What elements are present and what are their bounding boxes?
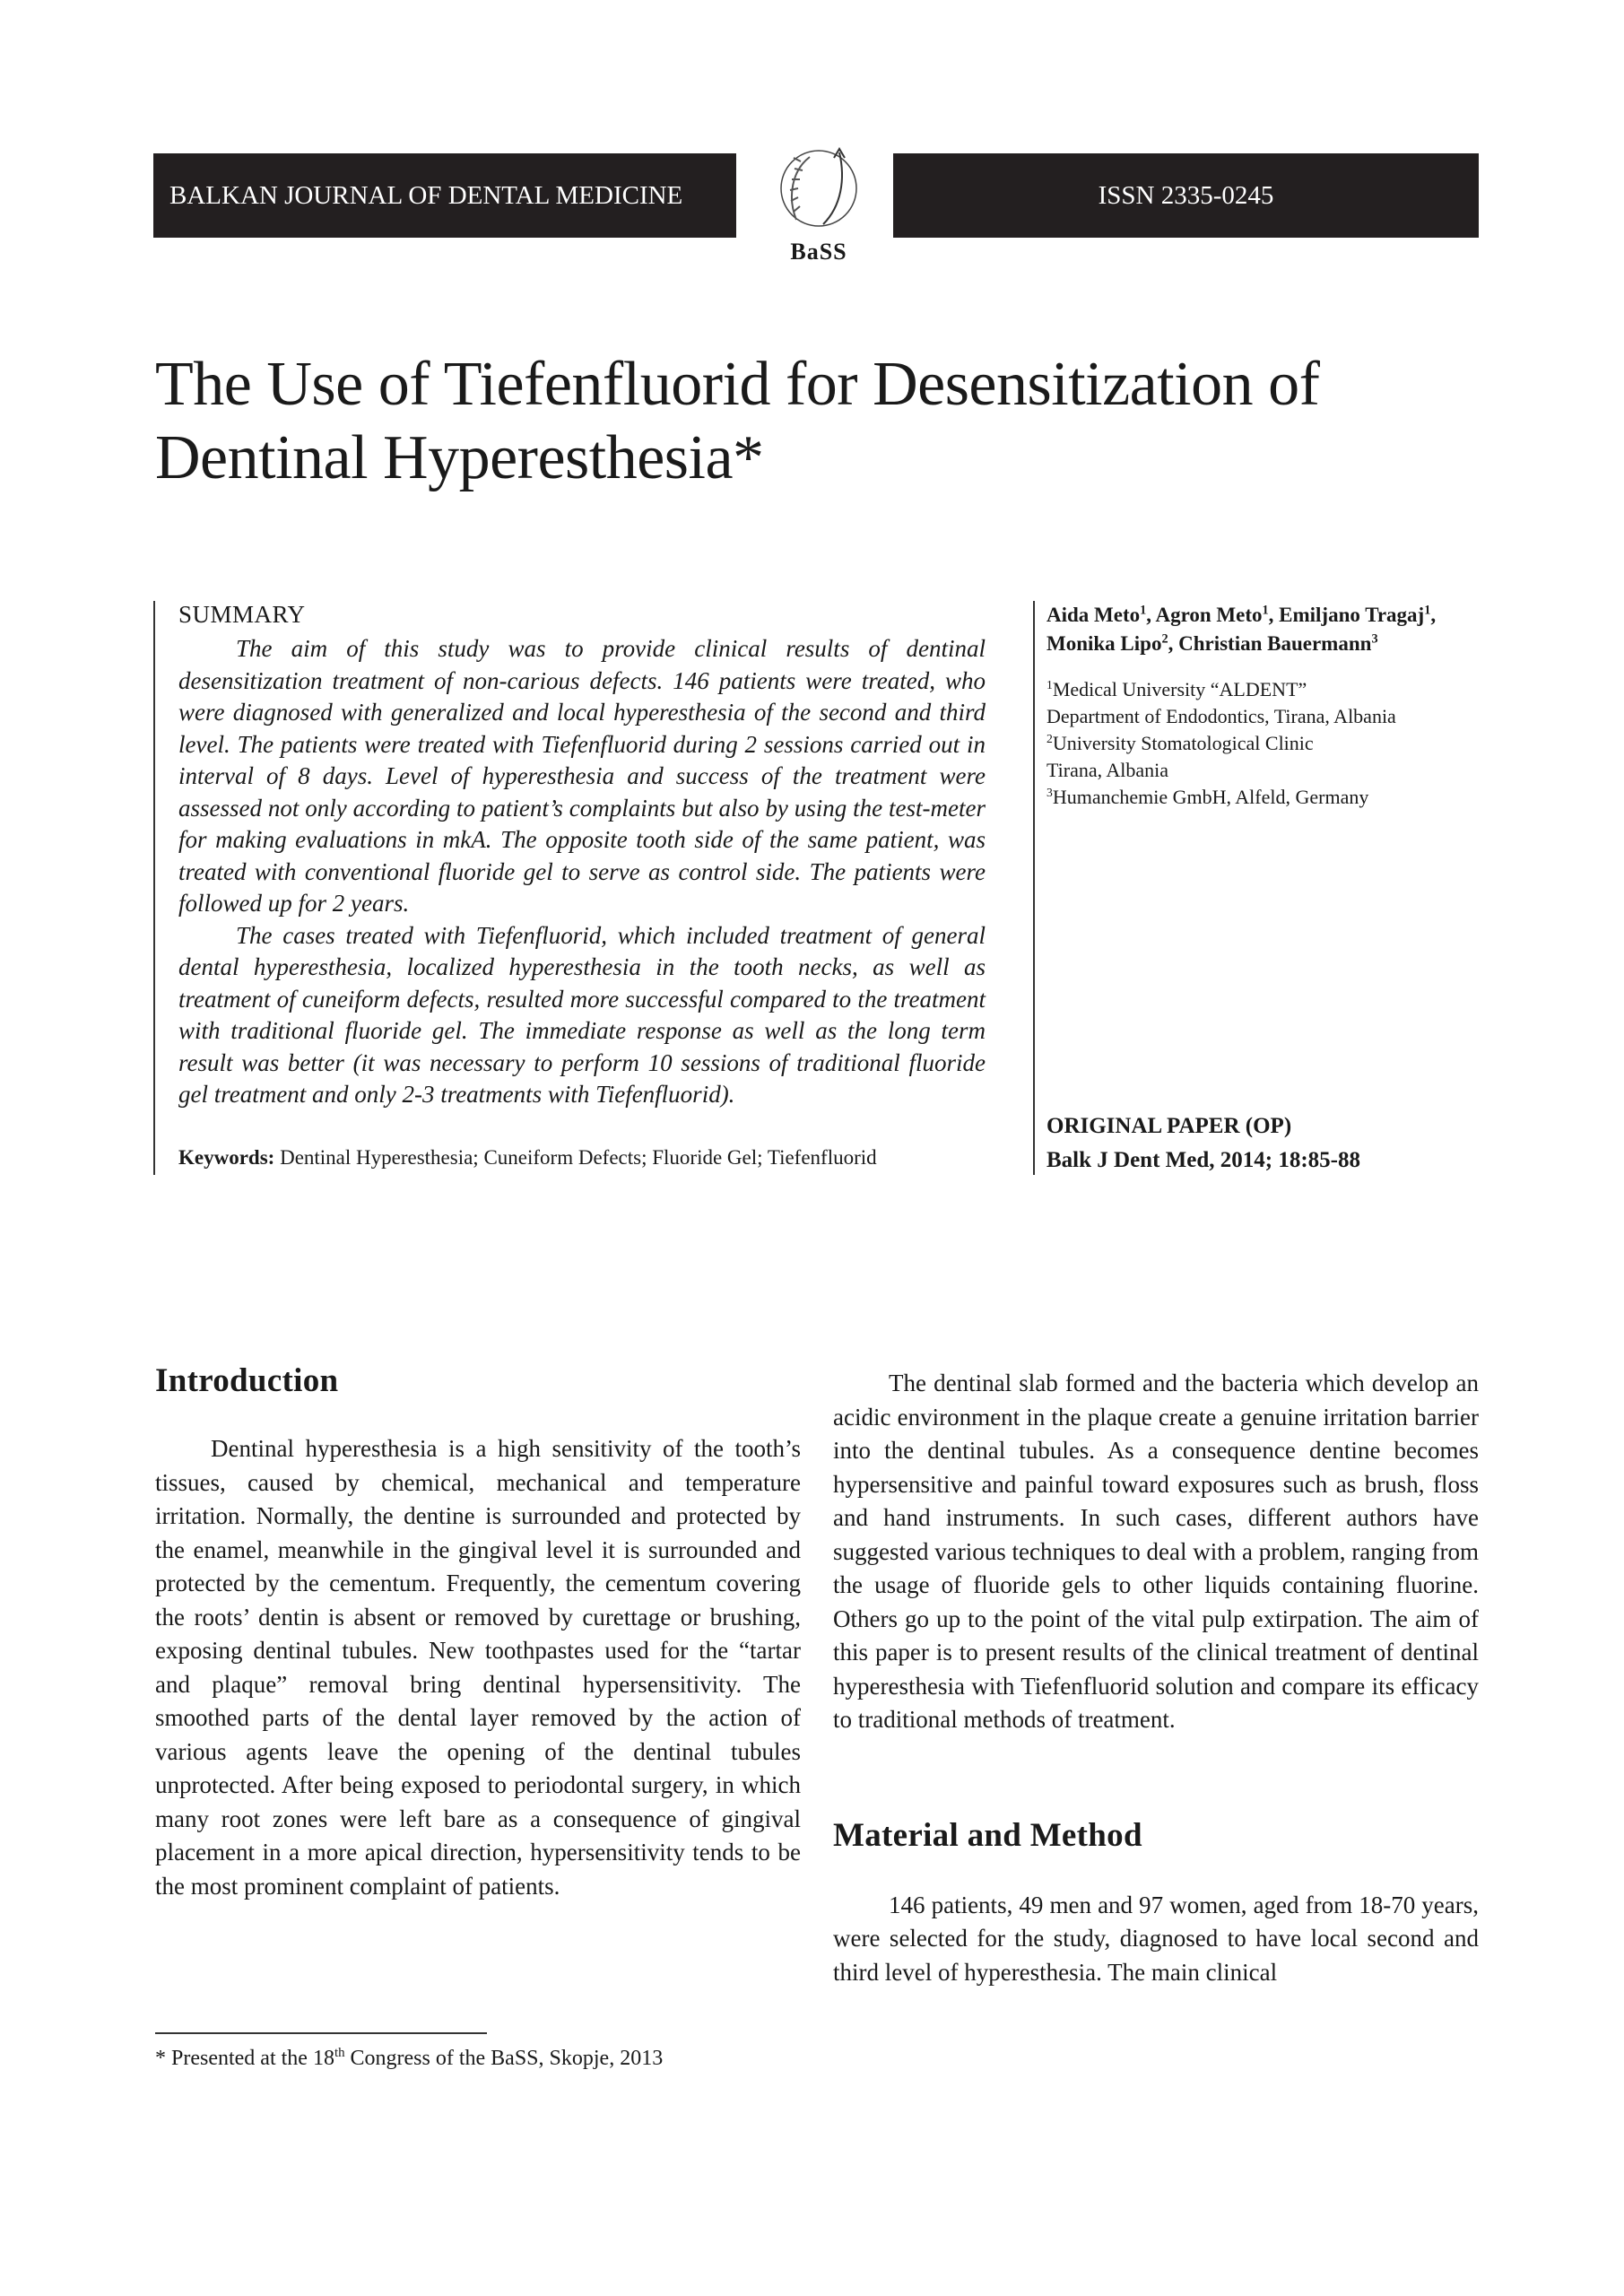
affiliations bbox=[1046, 676, 1477, 811]
author-list bbox=[1046, 601, 1477, 658]
article-title bbox=[155, 348, 1321, 495]
affil-text: Medical University “ALDENT” bbox=[1052, 678, 1307, 700]
author-separator: , bbox=[1268, 604, 1280, 626]
author-separator: , bbox=[1168, 632, 1179, 655]
right-column bbox=[833, 1367, 1479, 1989]
affil-mark: 3 bbox=[1046, 785, 1053, 799]
footnote bbox=[155, 2047, 663, 2071]
journal-name-bar bbox=[153, 153, 736, 238]
summary-heading: SUMMARY bbox=[178, 601, 306, 628]
author-name: Christian Bauermann bbox=[1178, 632, 1372, 655]
footnote-text: Congress of the BaSS, Skopje, 2013 bbox=[344, 2047, 664, 2070]
summary-paragraph: The aim of this study was to provide clinical results of dentinal desensitization treatment of non-carious defects. 146 patients were treated, who were diagnosed with generalized and local hyperesthesia of the second and third level. The patients were treated with Tiefenfluorid during 2 sessions carried out in interval of 8 days. Level of hyperesthesia and success of the treatment were assessed not only according to patient’s complaints but also by using the test-meter for making evaluations in mkA. The opposite tooth side of the same patient, was treated with conventional fluoride gel to serve as control side. The patients were followed up for 2 years. bbox=[178, 635, 986, 917]
summary-paragraph: The cases treated with Tiefenfluorid, which included treatment of general dental hyperesthesia, localized hyperesthesia in the tooth necks, as well as treatment of cuneiform defects, resulted more successful compared to the treatment with traditional fluoride gel. The immediate response as well as the long term result was better (it was necessary to perform 10 sessions of traditional fluoride gel treatment and only 2-3 treatments with Tiefenfluorid). bbox=[178, 921, 986, 1108]
affil-mark: 1 bbox=[1046, 677, 1053, 691]
logo-text: BaSS bbox=[790, 239, 847, 265]
author-affil-mark: 1 bbox=[1140, 603, 1147, 618]
issn-bar bbox=[893, 153, 1479, 238]
affiliation-line: Tirana, Albania bbox=[1046, 759, 1169, 781]
author-separator: , bbox=[1146, 604, 1156, 626]
author-affil-mark: 1 bbox=[1424, 603, 1431, 618]
left-column bbox=[155, 1361, 801, 1903]
affiliation-line: Department of Endodontics, Tirana, Albania bbox=[1046, 705, 1396, 727]
journal-name: BALKAN JOURNAL OF DENTAL MEDICINE bbox=[169, 180, 683, 210]
body-paragraph: 146 patients, 49 men and 97 women, aged from 18-70 years, were selected for the study, diagnosed to have local second and third level of hyperesthesia. The main clinical bbox=[833, 1891, 1479, 1986]
author-name: Agron Meto bbox=[1155, 604, 1263, 626]
affiliation-line bbox=[1046, 730, 1477, 757]
title-line-1: The Use of Tiefenfluorid for Desensitization of bbox=[155, 350, 1320, 419]
keywords-list: Dentinal Hyperesthesia; Cuneiform Defects; Fluoride Gel; Tiefenfluorid bbox=[280, 1146, 877, 1169]
author-name: Aida Meto bbox=[1046, 604, 1141, 626]
affil-text: University Stomatological Clinic bbox=[1052, 732, 1314, 754]
method-heading: Material and Method bbox=[833, 1816, 1142, 1854]
body-paragraph: Dentinal hyperesthesia is a high sensitivity of the tooth’s tissues, caused by chemical, mechanical and temperature irritation. Normally, the dentine is surrounded and protected by the enamel, meanwhile in the gingival level it is surrounded and protected by the cementum. Frequently, the cementum covering the roots’ dentin is absent or removed by curettage or brushing, exposing dentinal tubules. New toothpastes used for the “tartar and plaque” removal bring dentinal hypersensitivity. The smoothed parts of the dental layer removed by the action of various agents leave the opening of the dentinal tubules unprotected. After being exposed to periodontal surgery, in which many root zones were left bare as a consequence of gingival placement in a more apical direction, hypersensitivity tends to be the most prominent complaint of patients. bbox=[155, 1435, 801, 1900]
author-name: Monika Lipo bbox=[1046, 632, 1162, 655]
author-affil-mark: 3 bbox=[1371, 631, 1378, 647]
author-separator: , bbox=[1430, 604, 1437, 626]
keywords bbox=[178, 1146, 877, 1170]
issn: ISSN 2335-0245 bbox=[1098, 180, 1274, 210]
affiliation-line bbox=[1046, 784, 1477, 811]
footnote-divider bbox=[155, 2032, 487, 2034]
affil-text: Humanchemie GmbH, Alfeld, Germany bbox=[1052, 786, 1369, 808]
paper-type: ORIGINAL PAPER (OP) bbox=[1046, 1114, 1292, 1138]
title-line-2: Dentinal Hyperesthesia* bbox=[155, 423, 764, 492]
summary-section bbox=[153, 601, 995, 1175]
introduction-heading: Introduction bbox=[155, 1362, 339, 1399]
summary-body bbox=[178, 633, 986, 1111]
citation: Balk J Dent Med, 2014; 18:85-88 bbox=[1046, 1148, 1360, 1172]
body-paragraph: The dentinal slab formed and the bacteria which develop an acidic environment in the plaque create a genuine irritation barrier into the dentinal tubules. As a consequence dentine becomes hypersensitive and painful toward exposures such as brush, floss and hand instruments. In such cases, different authors have suggested various techniques to deal with a problem, ranging from the usage of fluoride gels to other liquids containing fluorine. Others go up to the point of the vital pulp extirpation. The aim of this paper is to present results of the clinical treatment of dentinal hyperesthesia with Tiefenfluorid solution and compare its efficacy to traditional methods of treatment. bbox=[833, 1370, 1479, 1733]
footnote-text: * Presented at the 18 bbox=[155, 2047, 334, 2070]
bass-emblem-icon bbox=[760, 135, 877, 240]
affil-mark: 2 bbox=[1046, 731, 1053, 745]
affiliation-line bbox=[1046, 676, 1477, 703]
author-affil-mark: 1 bbox=[1262, 603, 1269, 618]
keywords-label: Keywords: bbox=[178, 1146, 275, 1169]
author-affil-mark: 2 bbox=[1161, 631, 1168, 647]
author-name: Emiljano Tragaj bbox=[1279, 604, 1425, 626]
footnote-sup: th bbox=[334, 2046, 345, 2061]
bass-logo bbox=[760, 135, 877, 269]
article-info bbox=[1033, 601, 1483, 1175]
